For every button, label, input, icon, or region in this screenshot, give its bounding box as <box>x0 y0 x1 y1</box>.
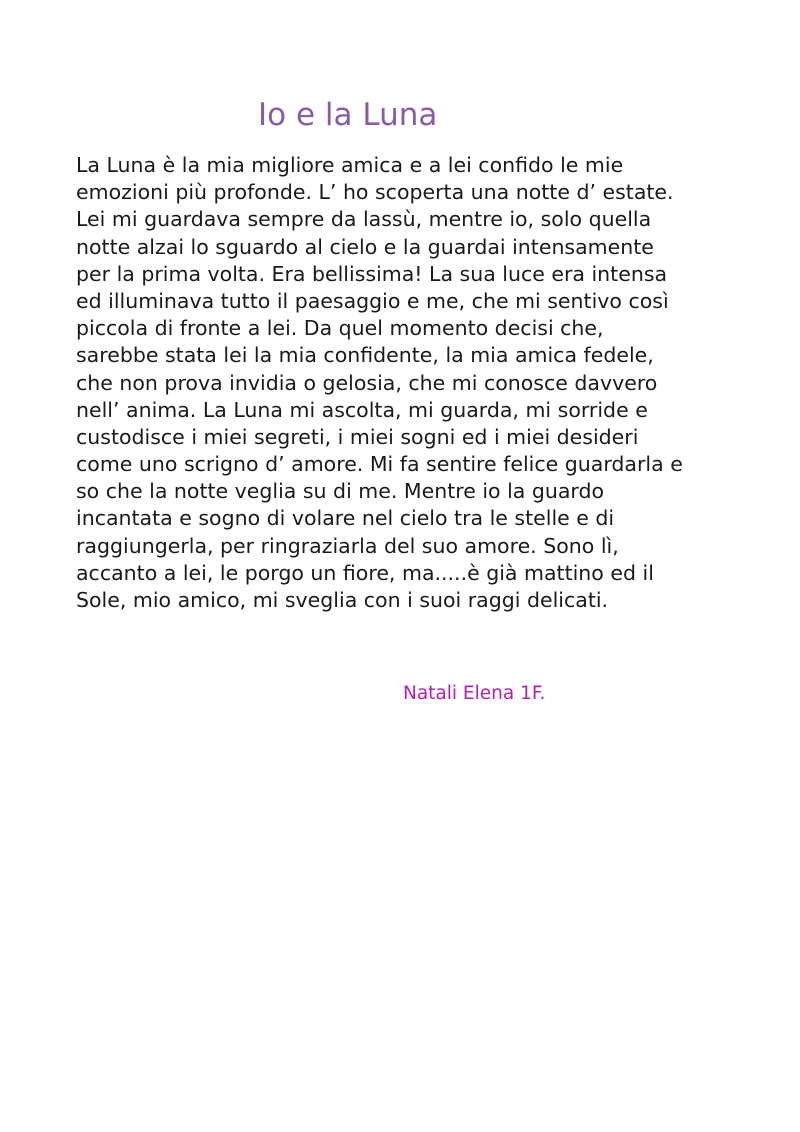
body-line: Lei mi guardava sempre da lassù, mentre io, solo quella <box>76 207 652 232</box>
body-line: emozioni più profonde. L’ ho scoperta una notte d’ estate. <box>76 180 674 205</box>
document-title: Io e la Luna <box>258 97 438 133</box>
body-line: so che la notte veglia su di me. Mentre io la guardo <box>76 479 605 504</box>
body-line: nell’ anima. La Luna mi ascolta, mi guarda, mi sorride e <box>76 397 648 422</box>
body-line: custodisce i miei segreti, i miei sogni ed i miei desideri <box>76 424 639 449</box>
body-line: raggiungerla, per ringraziarla del suo amore. Sono lì, <box>76 533 619 558</box>
body-line: Sole, mio amico, mi sveglia con i suoi raggi delicati. <box>76 588 609 612</box>
body-line: ed illuminava tutto il paesaggio e me, che mi sentivo così <box>76 288 669 313</box>
body-line: che non prova invidia o gelosia, che mi conosce davvero <box>76 370 658 395</box>
author-signature: Natali Elena 1F. <box>403 683 546 704</box>
body-line: accanto a lei, le porgo un fiore, ma.....è già mattino ed il <box>76 560 654 585</box>
body-line: notte alzai lo sguardo al cielo e la guardai intensamente <box>76 234 654 259</box>
body-line: La Luna è la mia migliore amica e a lei confido le mie <box>76 153 624 177</box>
body-line: incantata e sogno di volare nel cielo tra le stelle e di <box>76 506 615 531</box>
body-line: sarebbe stata lei la mia confidente, la mia amica fedele, <box>76 343 654 368</box>
body-line: per la prima volta. Era bellissima! La sua luce era intensa <box>76 261 668 286</box>
body-line: come uno scrigno d’ amore. Mi fa sentire felice guardarla e <box>76 452 683 477</box>
body-line: piccola di fronte a lei. Da quel momento decisi che, <box>76 316 604 341</box>
document-body <box>76 152 756 614</box>
